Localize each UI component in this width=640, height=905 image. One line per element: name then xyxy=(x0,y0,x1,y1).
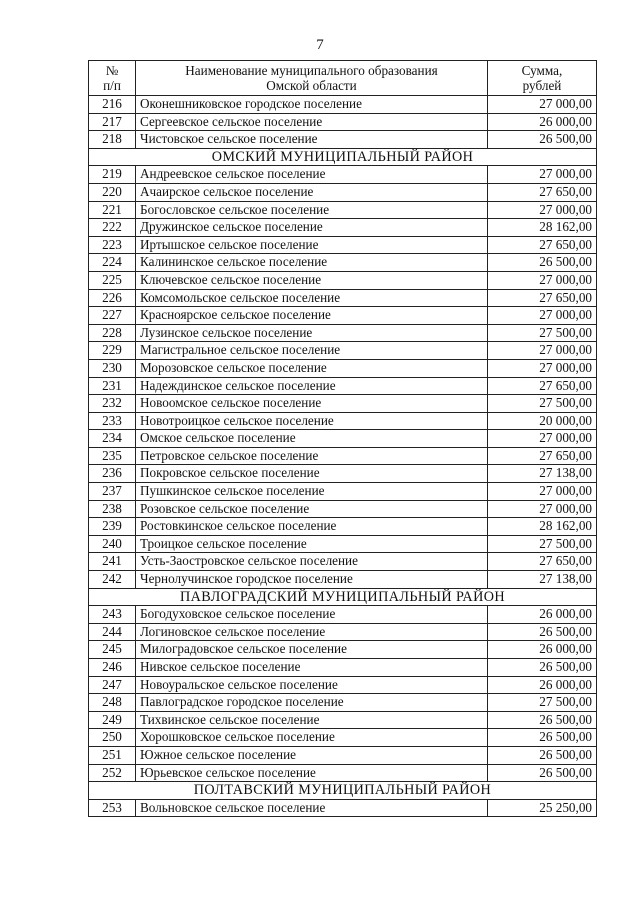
table-row xyxy=(89,96,597,114)
amount-cell: 20 000,00 xyxy=(488,412,597,430)
amount-cell: 27 000,00 xyxy=(488,307,597,325)
municipality-name-cell: Оконешниковское городское поселение xyxy=(136,96,488,114)
row-number-cell: 237 xyxy=(89,483,136,501)
amount-cell: 27 000,00 xyxy=(488,359,597,377)
amount-cell: 26 500,00 xyxy=(488,746,597,764)
row-number-cell: 235 xyxy=(89,447,136,465)
municipality-name-cell: Ростовкинское сельское поселение xyxy=(136,518,488,536)
municipality-name-cell: Троицкое сельское поселение xyxy=(136,535,488,553)
row-number-cell: 240 xyxy=(89,535,136,553)
municipality-name-cell: Милоградовское сельское поселение xyxy=(136,641,488,659)
table-row xyxy=(89,746,597,764)
table-row xyxy=(89,359,597,377)
row-number-cell: 252 xyxy=(89,764,136,782)
table-row xyxy=(89,271,597,289)
municipality-name-cell: Тихвинское сельское поселение xyxy=(136,711,488,729)
table-row xyxy=(89,307,597,325)
table-row xyxy=(89,236,597,254)
municipality-name-cell: Надеждинское сельское поселение xyxy=(136,377,488,395)
municipality-name-cell: Юрьевское сельское поселение xyxy=(136,764,488,782)
row-number-cell: 244 xyxy=(89,623,136,641)
amount-cell: 27 000,00 xyxy=(488,201,597,219)
row-number-cell: 250 xyxy=(89,729,136,747)
header-num-line1: № xyxy=(105,63,119,78)
header-num-line2: п/п xyxy=(103,78,121,93)
row-number-cell: 225 xyxy=(89,271,136,289)
municipality-name-cell: Хорошковское сельское поселение xyxy=(136,729,488,747)
amount-cell: 26 000,00 xyxy=(488,606,597,624)
header-sum-line1: Сумма, xyxy=(521,63,563,78)
table-row xyxy=(89,676,597,694)
municipality-name-cell: Новотроицкое сельское поселение xyxy=(136,412,488,430)
header-sum xyxy=(488,61,597,96)
row-number-cell: 219 xyxy=(89,166,136,184)
municipality-name-cell: Покровское сельское поселение xyxy=(136,465,488,483)
table-row xyxy=(89,412,597,430)
table-row xyxy=(89,764,597,782)
municipality-name-cell: Комсомольское сельское поселение xyxy=(136,289,488,307)
district-title: ПАВЛОГРАДСКИЙ МУНИЦИПАЛЬНЫЙ РАЙОН xyxy=(89,588,597,606)
municipality-name-cell: Розовское сельское поселение xyxy=(136,500,488,518)
municipality-name-cell: Чистовское сельское поселение xyxy=(136,131,488,149)
table-row xyxy=(89,131,597,149)
municipality-name-cell: Богословское сельское поселение xyxy=(136,201,488,219)
amount-cell: 26 500,00 xyxy=(488,729,597,747)
table-header xyxy=(89,61,597,96)
amount-cell: 27 500,00 xyxy=(488,324,597,342)
amount-cell: 28 162,00 xyxy=(488,219,597,237)
table-row xyxy=(89,465,597,483)
municipality-name-cell: Лузинское сельское поселение xyxy=(136,324,488,342)
table-row xyxy=(89,535,597,553)
amount-cell: 27 650,00 xyxy=(488,377,597,395)
header-sum-line2: рублей xyxy=(522,78,562,93)
row-number-cell: 243 xyxy=(89,606,136,624)
row-number-cell: 223 xyxy=(89,236,136,254)
row-number-cell: 221 xyxy=(89,201,136,219)
row-number-cell: 251 xyxy=(89,746,136,764)
row-number-cell: 222 xyxy=(89,219,136,237)
row-number-cell: 249 xyxy=(89,711,136,729)
municipality-name-cell: Пушкинское сельское поселение xyxy=(136,483,488,501)
municipality-name-cell: Усть-Заостровское сельское поселение xyxy=(136,553,488,571)
municipality-name-cell: Южное сельское поселение xyxy=(136,746,488,764)
amount-cell: 26 500,00 xyxy=(488,254,597,272)
amount-cell: 26 500,00 xyxy=(488,623,597,641)
table-row xyxy=(89,623,597,641)
row-number-cell: 245 xyxy=(89,641,136,659)
amount-cell: 25 250,00 xyxy=(488,799,597,817)
municipality-name-cell: Логиновское сельское поселение xyxy=(136,623,488,641)
table-row xyxy=(89,377,597,395)
table-row xyxy=(89,342,597,360)
row-number-cell: 232 xyxy=(89,395,136,413)
table-row xyxy=(89,500,597,518)
amount-cell: 27 650,00 xyxy=(488,289,597,307)
table-body xyxy=(89,96,597,817)
municipality-name-cell: Омское сельское поселение xyxy=(136,430,488,448)
table-row xyxy=(89,113,597,131)
amount-cell: 27 138,00 xyxy=(488,465,597,483)
district-title: ПОЛТАВСКИЙ МУНИЦИПАЛЬНЫЙ РАЙОН xyxy=(89,782,597,800)
row-number-cell: 239 xyxy=(89,518,136,536)
table-row xyxy=(89,183,597,201)
row-number-cell: 233 xyxy=(89,412,136,430)
amount-cell: 27 650,00 xyxy=(488,447,597,465)
amount-cell: 27 650,00 xyxy=(488,553,597,571)
row-number-cell: 224 xyxy=(89,254,136,272)
table-row xyxy=(89,606,597,624)
amount-cell: 28 162,00 xyxy=(488,518,597,536)
table-row xyxy=(89,219,597,237)
table-row xyxy=(89,641,597,659)
row-number-cell: 247 xyxy=(89,676,136,694)
amount-cell: 27 650,00 xyxy=(488,236,597,254)
table-row xyxy=(89,395,597,413)
municipality-name-cell: Калининское сельское поселение xyxy=(136,254,488,272)
table-row xyxy=(89,201,597,219)
row-number-cell: 246 xyxy=(89,659,136,677)
row-number-cell: 218 xyxy=(89,131,136,149)
row-number-cell: 227 xyxy=(89,307,136,325)
budget-table xyxy=(88,60,597,817)
row-number-cell: 230 xyxy=(89,359,136,377)
municipality-name-cell: Магистральное сельское поселение xyxy=(136,342,488,360)
municipality-name-cell: Новоомское сельское поселение xyxy=(136,395,488,413)
table-row xyxy=(89,447,597,465)
municipality-name-cell: Богодуховское сельское поселение xyxy=(136,606,488,624)
amount-cell: 27 000,00 xyxy=(488,166,597,184)
table-row xyxy=(89,518,597,536)
district-header-row xyxy=(89,782,597,800)
municipality-name-cell: Красноярское сельское поселение xyxy=(136,307,488,325)
municipality-name-cell: Сергеевское сельское поселение xyxy=(136,113,488,131)
municipality-name-cell: Иртышское сельское поселение xyxy=(136,236,488,254)
row-number-cell: 231 xyxy=(89,377,136,395)
row-number-cell: 238 xyxy=(89,500,136,518)
table-row xyxy=(89,694,597,712)
amount-cell: 27 000,00 xyxy=(488,430,597,448)
amount-cell: 27 138,00 xyxy=(488,571,597,589)
amount-cell: 27 500,00 xyxy=(488,694,597,712)
header-name-line1: Наименование муниципального образования xyxy=(185,63,438,78)
row-number-cell: 228 xyxy=(89,324,136,342)
table-row xyxy=(89,553,597,571)
header-name-line2: Омской области xyxy=(266,78,357,93)
table-row xyxy=(89,729,597,747)
table-row xyxy=(89,711,597,729)
municipality-name-cell: Нивское сельское поселение xyxy=(136,659,488,677)
amount-cell: 26 000,00 xyxy=(488,641,597,659)
amount-cell: 26 500,00 xyxy=(488,659,597,677)
amount-cell: 26 500,00 xyxy=(488,764,597,782)
row-number-cell: 248 xyxy=(89,694,136,712)
table-row xyxy=(89,483,597,501)
amount-cell: 26 000,00 xyxy=(488,113,597,131)
municipality-name-cell: Ачаирское сельское поселение xyxy=(136,183,488,201)
municipality-name-cell: Ключевское сельское поселение xyxy=(136,271,488,289)
table-row xyxy=(89,324,597,342)
district-header-row xyxy=(89,588,597,606)
row-number-cell: 216 xyxy=(89,96,136,114)
amount-cell: 26 500,00 xyxy=(488,131,597,149)
table-row xyxy=(89,289,597,307)
district-header-row xyxy=(89,148,597,166)
municipality-name-cell: Новоуральское сельское поселение xyxy=(136,676,488,694)
amount-cell: 27 000,00 xyxy=(488,483,597,501)
row-number-cell: 217 xyxy=(89,113,136,131)
amount-cell: 27 000,00 xyxy=(488,96,597,114)
amount-cell: 27 000,00 xyxy=(488,342,597,360)
row-number-cell: 226 xyxy=(89,289,136,307)
row-number-cell: 241 xyxy=(89,553,136,571)
amount-cell: 27 650,00 xyxy=(488,183,597,201)
page-number: 7 xyxy=(316,37,324,53)
municipality-name-cell: Павлоградское городское поселение xyxy=(136,694,488,712)
municipality-name-cell: Дружинское сельское поселение xyxy=(136,219,488,237)
amount-cell: 27 500,00 xyxy=(488,535,597,553)
amount-cell: 26 000,00 xyxy=(488,676,597,694)
municipality-name-cell: Чернолучинское городское поселение xyxy=(136,571,488,589)
district-title: ОМСКИЙ МУНИЦИПАЛЬНЫЙ РАЙОН xyxy=(89,148,597,166)
municipality-name-cell: Вольновское сельское поселение xyxy=(136,799,488,817)
header-num xyxy=(89,61,136,96)
municipality-name-cell: Петровское сельское поселение xyxy=(136,447,488,465)
header-name xyxy=(136,61,488,96)
municipality-name-cell: Андреевское сельское поселение xyxy=(136,166,488,184)
header-row xyxy=(89,61,597,96)
table-row xyxy=(89,659,597,677)
row-number-cell: 229 xyxy=(89,342,136,360)
table-row xyxy=(89,571,597,589)
table-row xyxy=(89,799,597,817)
row-number-cell: 220 xyxy=(89,183,136,201)
amount-cell: 27 500,00 xyxy=(488,395,597,413)
amount-cell: 27 000,00 xyxy=(488,500,597,518)
municipality-name-cell: Морозовское сельское поселение xyxy=(136,359,488,377)
amount-cell: 26 500,00 xyxy=(488,711,597,729)
table-row xyxy=(89,430,597,448)
row-number-cell: 253 xyxy=(89,799,136,817)
amount-cell: 27 000,00 xyxy=(488,271,597,289)
row-number-cell: 236 xyxy=(89,465,136,483)
row-number-cell: 242 xyxy=(89,571,136,589)
table-row xyxy=(89,254,597,272)
table-row xyxy=(89,166,597,184)
row-number-cell: 234 xyxy=(89,430,136,448)
